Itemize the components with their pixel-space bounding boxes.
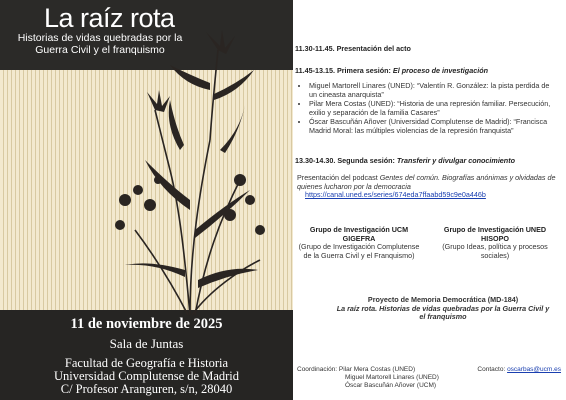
venue-address: C/ Profesor Aranguren, s/n, 28040	[60, 382, 233, 396]
project-subtitle: La raíz rota. Historias de vidas quebradas por la Guerra Civil y el franquismo	[336, 303, 550, 322]
session-second-topic: Transferir y divulgar conocimiento	[396, 156, 515, 165]
plant-silhouette-illustration	[90, 30, 290, 320]
podcast-link[interactable]: https://canal.uned.es/series/674eda7ffaabd59c9e0a446b	[305, 190, 486, 200]
poster-title: La raíz rota	[44, 3, 175, 33]
session-first-label: Primera sesión:	[336, 66, 391, 75]
venue-university: Universidad Complutense de Madrid	[53, 369, 240, 383]
podcast-name: Gentes del común. Biografías anónimas y olvidadas de quienes lucharon por la democracia	[297, 173, 556, 191]
poster-subtitle: Historias de vidas quebradas por la Guerra Civil y el franquismo	[17, 32, 183, 56]
podcast-intro: Presentación del podcast	[297, 173, 378, 182]
session-opening-time: 11.30-11.45.	[295, 44, 335, 53]
talk-item: • Miguel Martorell Linares (UNED): “Valentín R. González: la pista perdida de un cineasta anarquista”	[309, 82, 559, 99]
coordination-label: Coordinación:	[297, 366, 338, 373]
session-first-topic: El proceso de investigación	[392, 66, 488, 75]
program-panel	[293, 0, 566, 400]
session-opening-title: Presentación del acto	[336, 44, 411, 53]
contact-label: Contacto:	[477, 366, 506, 373]
group-uned-description: (Grupo Ideas, política y procesos sociales)	[442, 242, 548, 260]
event-date: 11 de noviembre de 2025	[70, 316, 223, 332]
project-info	[333, 296, 553, 322]
session-opening	[295, 45, 411, 54]
session-second	[295, 157, 515, 166]
event-venue	[0, 357, 293, 396]
group-ucm	[295, 226, 423, 260]
session-second-time: 13.30-14.30.	[295, 156, 336, 165]
talk-list	[301, 82, 559, 137]
group-ucm-title: Grupo de Investigación UCM GIGEFRA	[309, 225, 409, 243]
talk-item: • Pilar Mera Costas (UNED): “Historia de una represión familiar. Persecución, exilio y separación de la familia Casares”	[309, 100, 559, 117]
podcast-description	[297, 174, 559, 200]
session-first-time: 11.45-13.15.	[295, 66, 335, 75]
contact-email[interactable]: oscarbas@ucm.es	[507, 366, 561, 373]
coordinator-2: Miguel Martorell Linares (UNED)	[345, 374, 439, 381]
group-uned	[431, 226, 559, 260]
coordinator-3: Óscar Bascuñán Añover (UCM)	[345, 382, 437, 389]
group-ucm-description: (Grupo de Investigación Complutense de la Guerra Civil y el Franquismo)	[298, 242, 420, 260]
coordination-contact	[297, 366, 561, 390]
group-uned-title: Grupo de Investigación UNED HISOPO	[443, 225, 547, 243]
venue-faculty: Facultad de Geografía e Historia	[64, 356, 229, 370]
session-second-label: Segunda sesión:	[337, 156, 395, 165]
talk-item: • Óscar Bascuñán Añover (Universidad Complutense de Madrid): “Francisca Madrid Moral: las múltiples violencias de la represión franquista”	[309, 118, 559, 135]
session-first	[295, 67, 488, 76]
coordinator-1: Pilar Mera Costas (UNED)	[338, 366, 416, 373]
event-room: Sala de Juntas	[109, 336, 184, 351]
project-title: Proyecto de Memoria Democrática (MD-184)	[367, 295, 519, 304]
